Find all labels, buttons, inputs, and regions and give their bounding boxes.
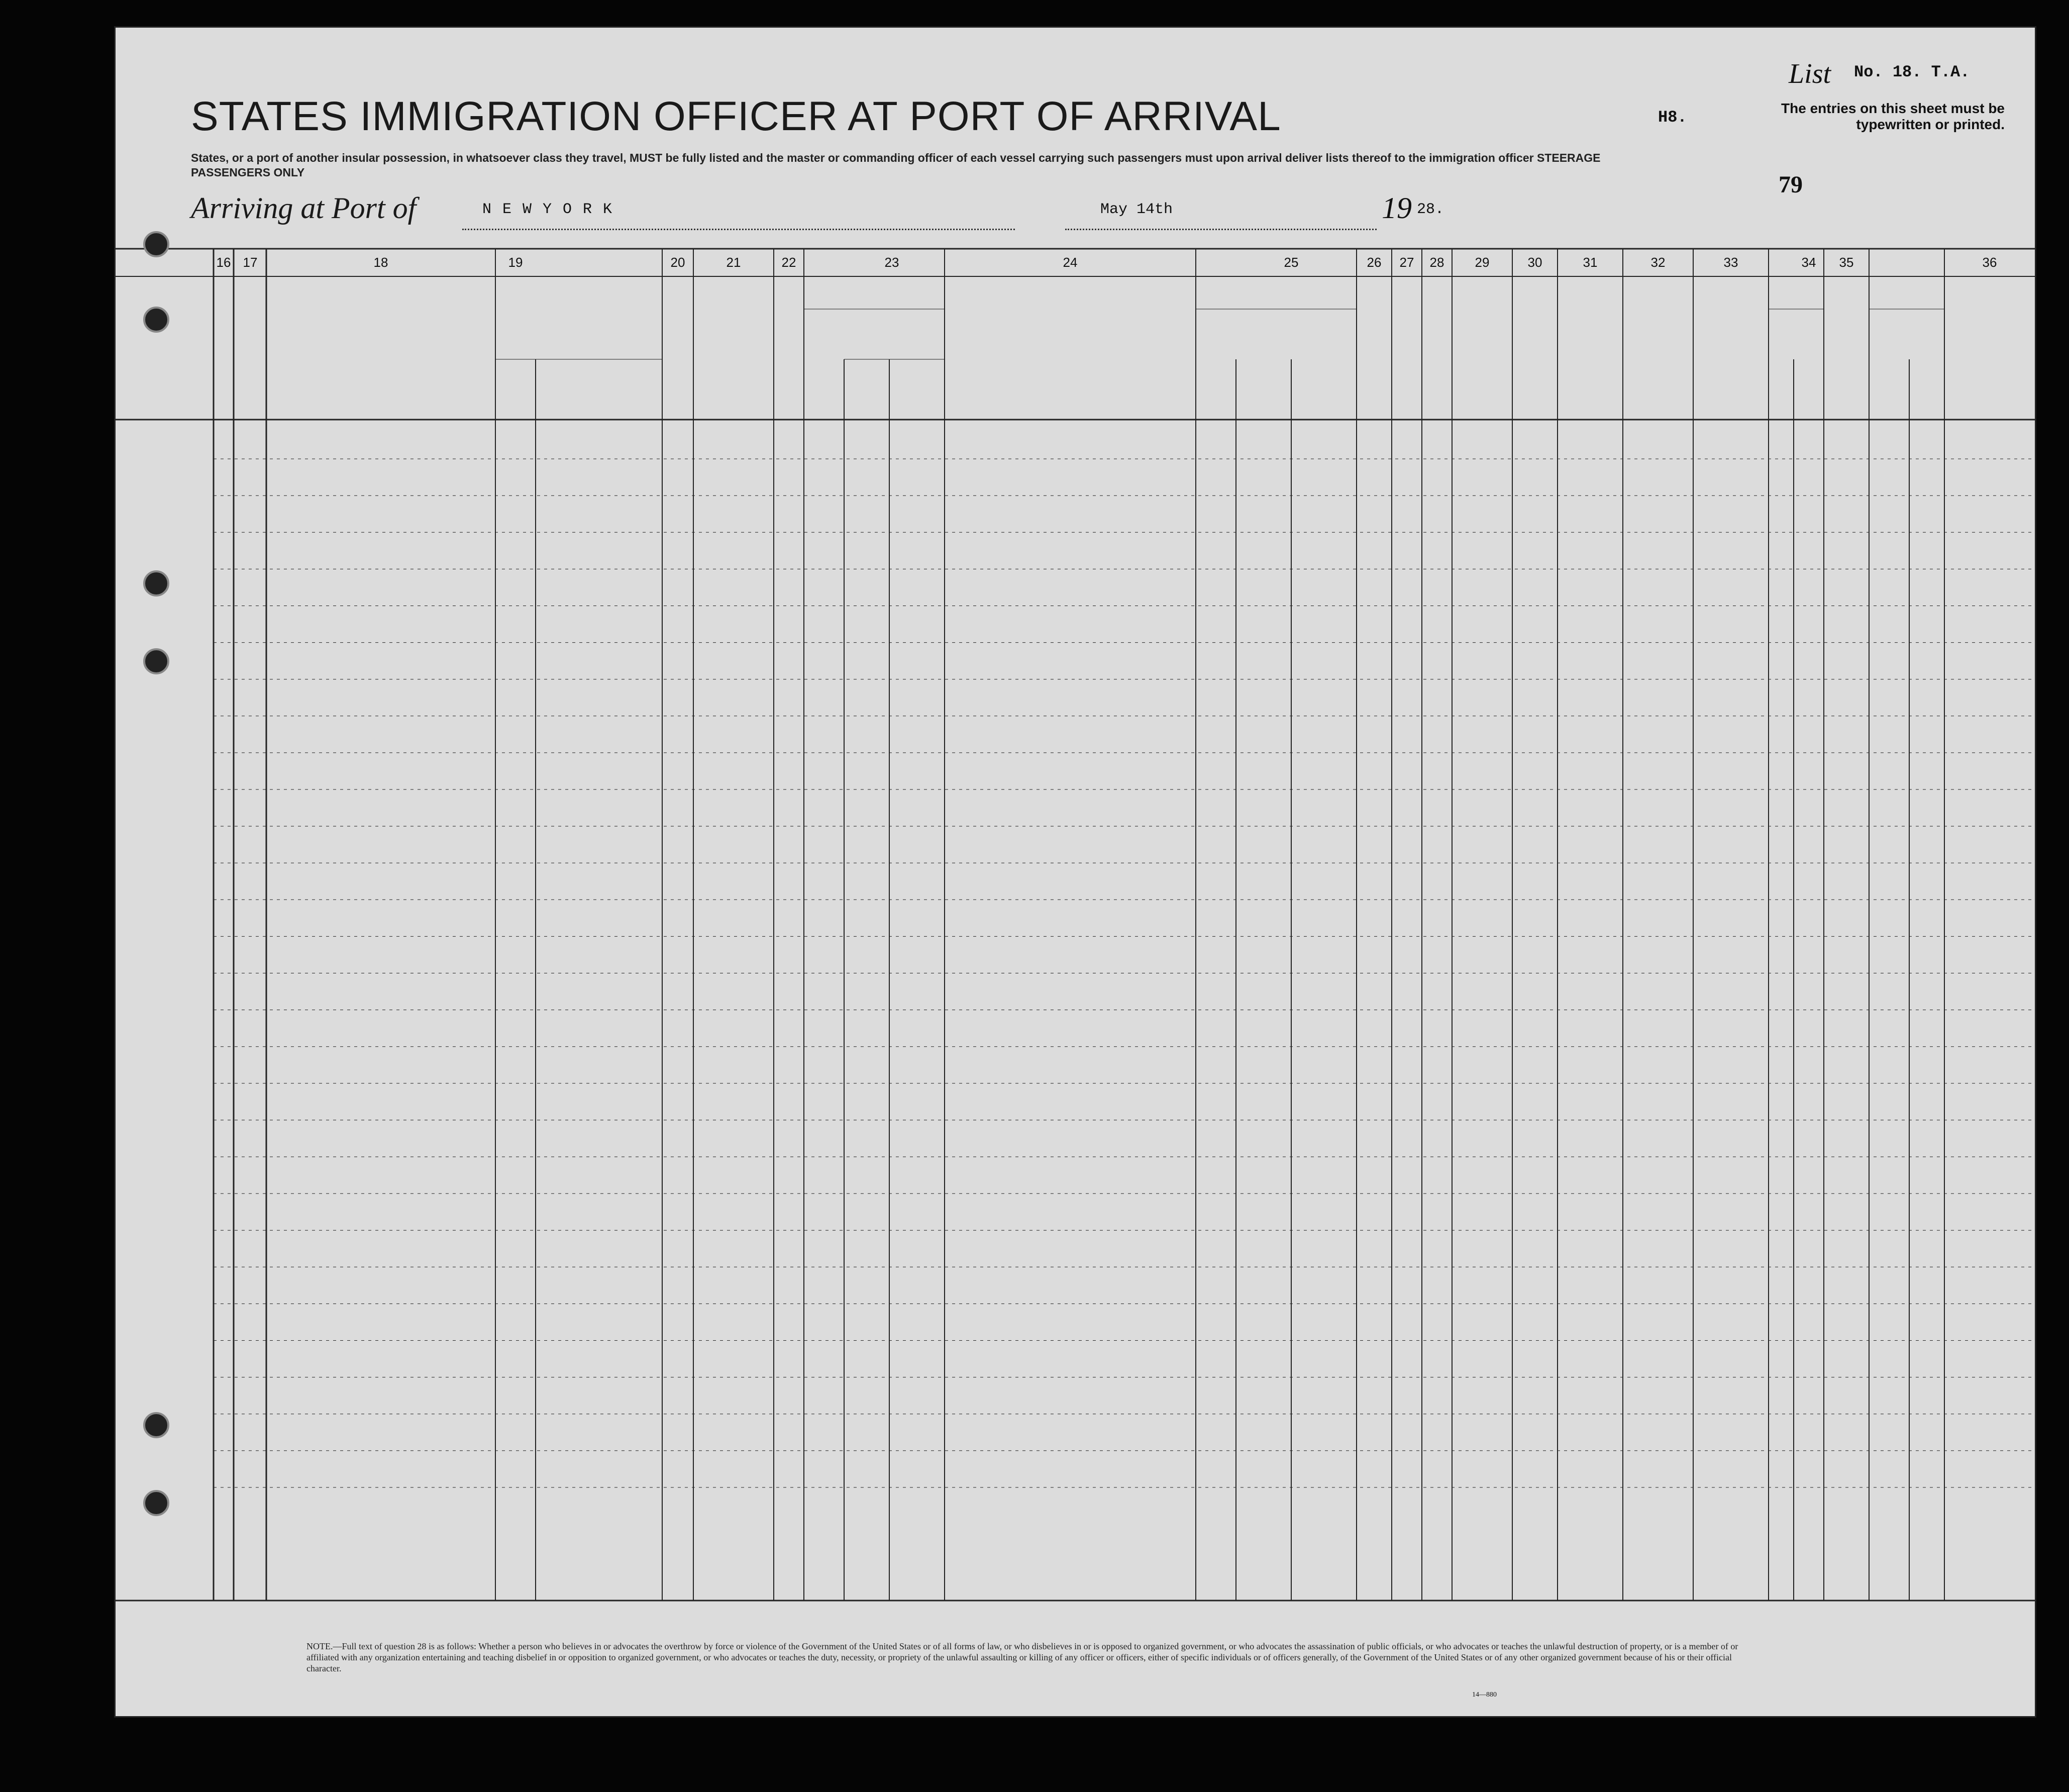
arriving-label: Arriving at Port of — [191, 191, 417, 225]
port-value: N E W Y O R K — [482, 201, 613, 218]
column-number: 23 — [884, 255, 899, 270]
footnote: NOTE.—Full text of question 28 is as follows: Whether a person who believes in or advocates the overthrow by force or violence of the Government of the United States or of all forms of law, or who disbelieves in or is opposed to organized government, or who advocates the assassination of public officials, or who advocates or teaches the unlawful destruction of property, or is a member of or affiliated with any organization entertaining and teaching disbelief in or opposition to organized government, or who advocates or teaches the duty, necessity, or propriety of the unlawful assaulting or killing of any officer or officers, either of specific individuals or of officers generally, of the Government of the United States or of any other organized government because of his or their official character. — [306, 1641, 1738, 1673]
typewrite-note: The entries on this sheet must be typewritten or printed. — [1781, 101, 2005, 132]
column-number: 17 — [243, 255, 258, 270]
binding-hole — [143, 570, 169, 596]
column-number: 28 — [1429, 255, 1444, 270]
year-prefix: 19 — [1382, 191, 1412, 225]
page-number: 79 — [1779, 171, 1803, 198]
column-number: 27 — [1399, 255, 1414, 270]
binding-hole — [143, 1412, 169, 1438]
table-grid — [116, 28, 2035, 1716]
binding-hole — [143, 231, 169, 257]
column-number: 24 — [1063, 255, 1078, 270]
column-number: 26 — [1367, 255, 1382, 270]
manifest-sheet — [116, 28, 2035, 1716]
column-number: 29 — [1475, 255, 1490, 270]
column-number: 36 — [1982, 255, 1997, 270]
column-number: 22 — [781, 255, 796, 270]
column-number: 35 — [1839, 255, 1854, 270]
column-number: 19 — [508, 255, 523, 270]
column-number: 20 — [670, 255, 685, 270]
page-title: STATES IMMIGRATION OFFICER AT PORT OF ARRIVAL — [191, 93, 1281, 139]
list-label: List — [1789, 58, 1831, 89]
column-number: 31 — [1583, 255, 1598, 270]
column-number: 34 — [1801, 255, 1816, 270]
year-suffix: 28. — [1417, 201, 1444, 218]
column-number: 30 — [1527, 255, 1542, 270]
date-value: May 14th — [1100, 201, 1173, 218]
column-number: 32 — [1650, 255, 1666, 270]
column-number: 16 — [216, 255, 231, 270]
form-code: 14—880 — [1472, 1691, 1497, 1699]
page-subtitle: States, or a port of another insular possession, in whatsoever class they travel, MUST be fully listed and the master or commanding officer of each vessel carrying such passengers must upon arrival deliver lists thereof to the immigration officer STEERAGE PASSENGERS ONLY — [191, 151, 1601, 179]
hs-label: H8. — [1658, 108, 1687, 127]
binding-hole — [143, 307, 169, 333]
column-number: 21 — [726, 255, 741, 270]
list-number: No. 18. T.A. — [1854, 63, 1970, 81]
column-number: 25 — [1284, 255, 1299, 270]
binding-hole — [143, 648, 169, 674]
column-number: 18 — [373, 255, 388, 270]
binding-hole — [143, 1490, 169, 1516]
column-number: 33 — [1723, 255, 1738, 270]
